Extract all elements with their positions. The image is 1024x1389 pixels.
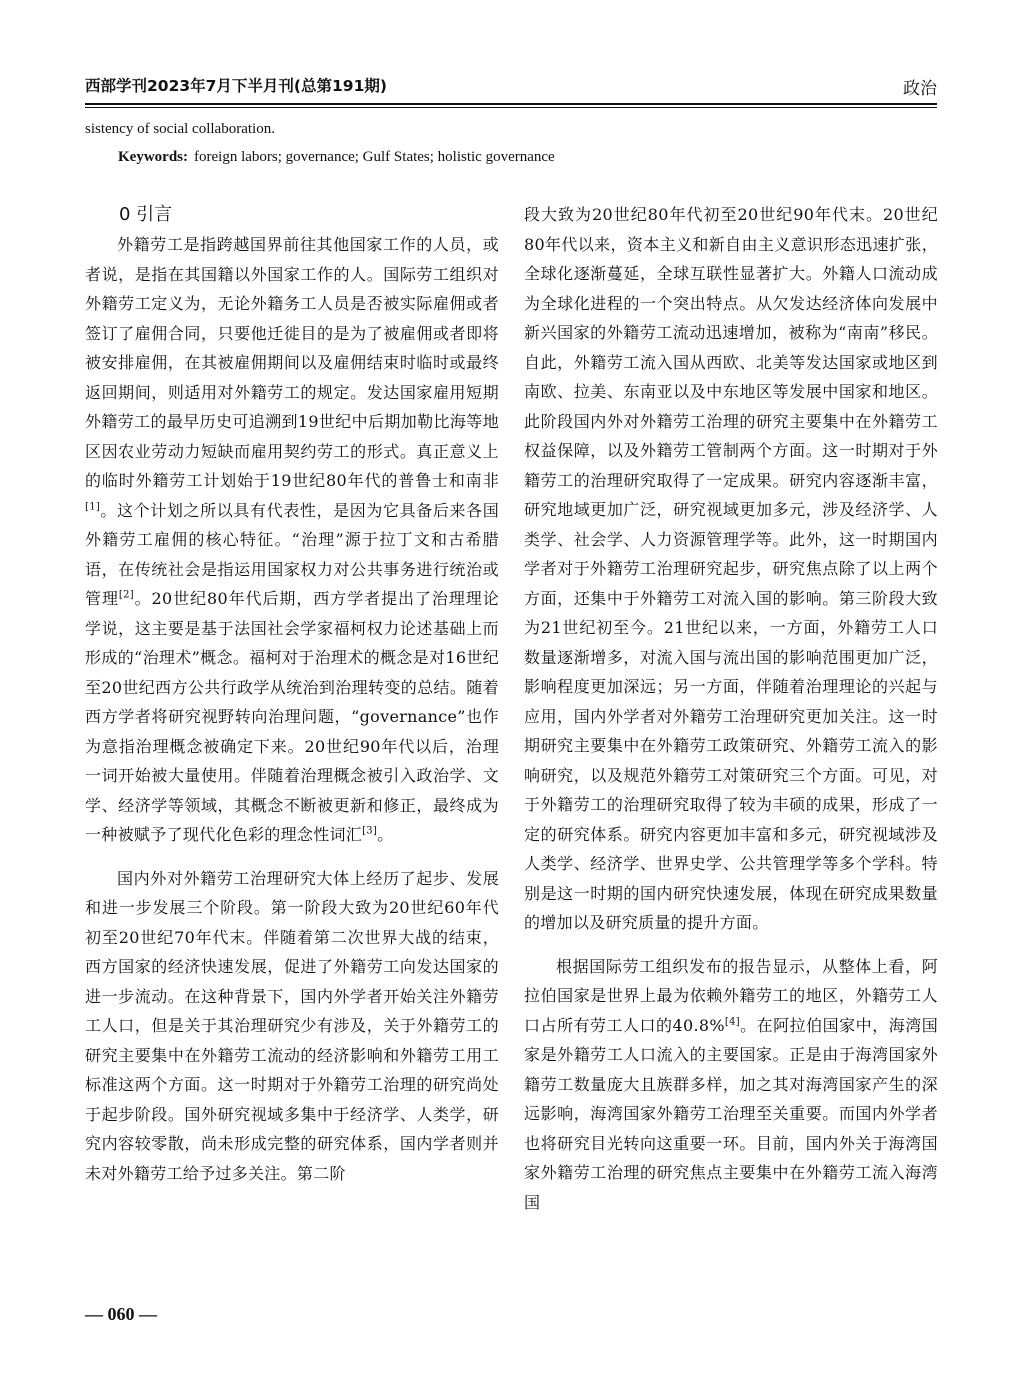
section-label: 政治	[903, 79, 937, 99]
keywords-label: Keywords:	[118, 149, 188, 165]
right-column	[524, 200, 938, 1217]
citation: [1]	[85, 501, 101, 513]
keywords-text: foreign labors; governance; Gulf States; holistic governance	[194, 149, 555, 165]
journal-issue: 西部学刊2023年7月下半月刊(总第191期)	[85, 77, 387, 95]
left-column	[85, 200, 499, 1188]
paragraph: 外籍劳工是指跨越国界前往其他国家工作的人员，或者说，是指在其国籍以外国家工作的人。国际劳工组织对外籍劳工定义为，无论外籍务工人员是否被实际雇佣或者签订了雇佣合同，只要他迁徙目的是为了被雇佣或者即将被安排雇佣，在其被雇佣期间以及雇佣结束时临时或最终返回期间，则适用对外籍劳工的规定。发达国家雇用短期外籍劳工的最早历史可追溯到19世纪中后期加勒比海等地区因农业劳动力短缺而雇用契约劳工的形式。真正意义上的临时外籍劳工计划始于19世纪80年代的普鲁士和南非[1]。这个计划之所以具有代表性，是因为它具备后来各国外籍劳工雇佣的核心特征。“治理”源于拉丁文和古希腊语，在传统社会是指运用国家权力对公共事务进行统治或管理[2]。20世纪80年代后期，西方学者提出了治理理论学说，这主要是基于法国社会学家福柯权力论述基础上而形成的“治理术”概念。福柯对于治理术的概念是对16世纪至20世纪西方公共行政学从统治到治理转变的总结。随着西方学者将研究视野转向治理问题，“governance”也作为意指治理概念被确定下来。20世纪90年代以后，治理一词开始被大量使用。伴随着治理概念被引入政治学、文学、经济学等领域，其概念不断被更新和修正，最终成为一种被赋予了现代化色彩的理念性词汇[3]。	[85, 235, 499, 844]
keywords-line	[118, 149, 938, 166]
abstract-tail: sistency of social collaboration.	[85, 121, 275, 137]
paragraph: 根据国际劳工组织发布的报告显示，从整体上看，阿拉伯国家是世界上最为依赖外籍劳工的地区，外籍劳工人口占所有劳工人口的40.8%[4]。在阿拉伯国家中，海湾国家是外籍劳工人口流入的主要国家。正是由于海湾国家外籍劳工数量庞大且族群多样，加之其对海湾国家产生的深远影响，海湾国家外籍劳工治理至关重要。而国内外学者也将研究目光转向这重要一环。目前，国内外关于海湾国家外籍劳工治理的研究焦点主要集中在外籍劳工流入海湾国	[524, 956, 938, 1212]
page-number: — 060 —	[85, 1304, 157, 1324]
header-rule	[85, 103, 937, 105]
header-rule-thin	[85, 107, 937, 108]
citation: [4]	[724, 1016, 740, 1028]
paragraph: 段大致为20世纪80年代初至20世纪90年代末。20世纪80年代以来，资本主义和新自由主义意识形态迅速扩张，全球化逐渐蔓延，全球互联性显著扩大。外籍人口流动成为全球化进程的一个突出特点。从欠发达经济体向发展中新兴国家的外籍劳工流动迅速增加，被称为“南南”移民。自此，外籍劳工流入国从西欧、北美等发达国家或地区到南欧、拉美、东南亚以及中东地区等发展中国家和地区。此阶段国内外对外籍劳工治理的研究主要集中在外籍劳工权益保障，以及外籍劳工管制两个方面。这一时期对于外籍劳工的治理研究取得了一定成果。研究内容逐渐丰富，研究地域更加广泛，研究视域更加多元，涉及经济学、人类学、社会学、人力资源管理学等。此外，这一时期国内学者对于外籍劳工治理研究起步，研究焦点除了以上两个方面，还集中于外籍劳工对流入国的影响。第三阶段大致为21世纪初至今。21世纪以来，一方面，外籍劳工人口数量逐渐增多，对流入国与流出国的影响范围更加广泛，影响程度更加深远；另一方面，伴随着治理理论的兴起与应用，国内外学者对外籍劳工治理研究更加关注。这一时期研究主要集中在外籍劳工政策研究、外籍劳工流入的影响研究，以及规范外籍劳工对策研究三个方面。可见，对于外籍劳工的治理研究取得了较为丰硕的成果，形成了一定的研究体系。研究内容更加丰富和多元，研究视域涉及人类学、经济学、世界史学、公共管理学等多个学科。特别是这一时期的国内研究快速发展，体现在研究成果数量的增加以及研究质量的提升方面。	[524, 205, 938, 932]
citation: [2]	[118, 589, 134, 601]
running-header	[85, 74, 937, 100]
section-heading: 0 引言	[119, 204, 173, 225]
paragraph: 国内外对外籍劳工治理研究大体上经历了起步、发展和进一步发展三个阶段。第一阶段大致为20世纪60年代初至20世纪70年代末。伴随着第二次世界大战的结束，西方国家的经济快速发展，促进了外籍劳工向发达国家的进一步流动。在这种背景下，国内外学者开始关注外籍劳工人口，但是关于其治理研究少有涉及，关于外籍劳工的研究主要集中在外籍劳工流动的经济影响和外籍劳工用工标准这两个方面。这一时期对于外籍劳工治理的研究尚处于起步阶段。国外研究视域多集中于经济学、人类学，研究内容较零散，尚未形成完整的研究体系，国内学者则并未对外籍劳工给予过多关注。第二阶	[85, 868, 499, 1183]
citation: [3]	[362, 825, 378, 837]
